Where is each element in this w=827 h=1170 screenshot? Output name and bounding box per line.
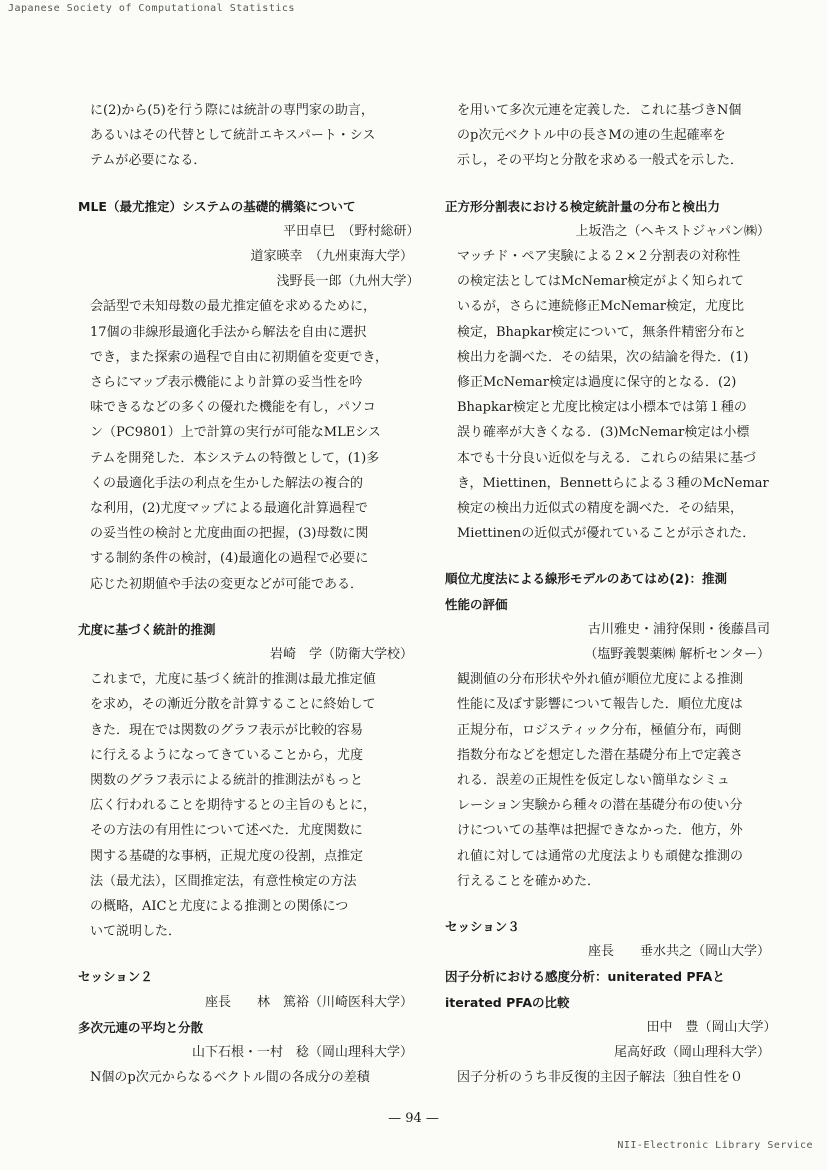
text-line: 観測値の分布形状や外れ値が順位尤度による推測 <box>457 672 744 688</box>
text-line: 本でも十分良い近似を与える．これらの結果に基づ <box>457 450 757 466</box>
text-line: 行えることを確かめた． <box>457 873 601 889</box>
text-line: Bhapkar検定と尤度比検定は小標本では第１種の <box>457 400 747 416</box>
author-line: （塩野義製薬㈱ 解析センター） <box>584 647 770 662</box>
author-line: 岩崎 学（防衛大学校） <box>269 647 413 662</box>
text-line: 会話型で未知母数の最尤推定値を求めるために， <box>90 299 377 315</box>
author-line: 山下石根・一村 稔（岡山理科大学） <box>191 1045 413 1060</box>
text-line: 検定，Bhapkar検定について，無条件精密分布と <box>457 324 747 340</box>
text-line: レーション実験から種々の潜在基礎分布の使い分 <box>457 798 743 814</box>
text-line: 性能に及ぼす影響について報告した．順位尤度は <box>457 697 743 713</box>
text-line: 修正McNemar検定は過度に保守的となる．(2) <box>457 375 737 390</box>
text-line: のp次元ベクトル中の長さMの連の生起確率を <box>457 128 726 144</box>
text-line: いて説明した． <box>90 924 182 940</box>
journal-header: Japanese Society of Computational Statistics <box>8 3 295 14</box>
text-line: 法（最尤法），区間推定法，有意性検定の方法 <box>90 873 357 889</box>
text-line: 味できるなどの多くの優れた機能を有し，パソコ <box>90 400 376 416</box>
author-line: 浅野長一郎（九州大学） <box>276 274 439 290</box>
section-title: 因子分析における感度分析：uniterated PFAと <box>445 969 725 985</box>
text-line: いるが，さらに連続修正McNemar検定，尤度比 <box>457 299 744 315</box>
text-line: に行えるようになってきていることから，尤度 <box>90 747 364 763</box>
section-title: セッション２ <box>78 969 153 985</box>
text-line: 広く行われることを期待するとの主旨のもとに， <box>90 798 377 814</box>
text-line: を用いて多次元連を定義した．これに基づきN個 <box>457 103 742 118</box>
author-line: 道家暎幸 （九州東海大学） <box>250 249 413 264</box>
text-line: マッチド・ペア実験による２×２分割表の対称性 <box>457 249 741 264</box>
text-line: 因子分析のうち非反復的主因子解法〔独自性を０ <box>457 1070 744 1086</box>
text-line: 関数のグラフ表示による統計的推測法がもっと <box>90 773 364 788</box>
page-number: — 94 — <box>388 1111 439 1126</box>
library-footer: NII-Electronic Library Service <box>617 1140 813 1151</box>
text-line: くの最適化手法の利点を生かした解法の複合的 <box>90 475 364 491</box>
text-line: する制約条件の検討，(4)最適化の過程で必要に <box>90 551 369 567</box>
text-line: に(2)から(5)を行う際には統計の専門家の助言， <box>90 103 374 118</box>
text-line: その方法の有用性について述べた．尤度関数に <box>90 823 363 839</box>
text-line: N個のp次元からなるベクトル間の各成分の差積 <box>90 1070 370 1086</box>
text-line: これまで，尤度に基づく統計的推測は最尤推定値 <box>90 672 376 688</box>
author-line: 田中 豊（岡山大学） <box>646 1019 796 1035</box>
text-line: の検定法としてはMcNemar検定がよく知られて <box>457 274 744 290</box>
text-line: 応じた初期値や手法の変更などが可能である． <box>90 576 364 592</box>
text-line: 関する基礎的な事柄，正規尤度の役割，点推定 <box>90 848 364 864</box>
author-line: 尾高好政（岡山理科大学） <box>613 1045 770 1060</box>
text-line: さらにマップ表示機能により計算の妥当性を吟 <box>90 375 363 390</box>
text-line: 正規分布，ロジスティック分布，極値分布，両側 <box>457 722 742 738</box>
section-title: MLE（最尤推定）システムの基礎的構築について <box>78 198 356 214</box>
text-line: 検出力を調べた．その結果，次の結論を得た．(1) <box>457 349 749 365</box>
author-line: 古川雅史・浦狩保則・後藤昌司 <box>587 621 770 637</box>
text-line: でき，また探索の過程で自由に初期値を変更でき， <box>90 349 388 365</box>
section-title: 性能の評価 <box>445 596 508 612</box>
text-line: れ値に対しては通常の尤度法よりも頑健な推測の <box>457 848 744 864</box>
section-title: 尤度に基づく統計的推測 <box>78 621 216 637</box>
text-line: 検定の検出力近似式の精度を調べた．その結果， <box>457 501 744 516</box>
text-line: 17個の非線形最適化手法から解法を自由に選択 <box>90 324 367 340</box>
section-title: 順位尤度法による線形モデルのあてはめ(2)：推測 <box>445 571 727 587</box>
author-line: 平田卓巳 （野村総研） <box>282 223 452 239</box>
text-line: の概略，AICと尤度による推測との関係につ <box>90 899 349 914</box>
text-line: な利用，(2)尤度マップによる最適化計算過程で <box>90 501 368 516</box>
text-line: あるいはその代替として統計エキスパート・シス <box>90 128 376 144</box>
text-line: の妥当性の検討と尤度曲面の把握，(3)母数に関 <box>90 526 369 542</box>
author-line: 座長 林 篤裕（川崎医科大学） <box>204 994 413 1010</box>
text-line: テムが必要になる． <box>90 153 207 169</box>
section-title: セッション３ <box>445 919 520 934</box>
text-line: 示し，その平均と分散を求める一般式を示した． <box>457 153 744 169</box>
section-title: 多次元連の平均と分散 <box>78 1019 204 1035</box>
section-title: iterated PFAの比較 <box>445 994 570 1010</box>
author-line: 座長 垂水共之（岡山大学） <box>587 944 770 960</box>
text-line: き，Miettinen，Bennettらによる３種のMcNemar <box>457 475 769 491</box>
text-line: ン（PC9801）上で計算の実行が可能なMLEシス <box>90 425 381 441</box>
text-line: れる．誤差の正規性を仮定しない簡単なシミュ <box>457 773 730 788</box>
section-title: 正方形分割表における検定統計量の分布と検出力 <box>445 198 721 214</box>
text-line: けについての基準は把握できなかった．他方，外 <box>457 823 743 839</box>
text-line: テムを開発した．本システムの特徴として，(1)多 <box>90 450 380 466</box>
text-line: 指数分布などを想定した潜在基礎分布上で定義さ <box>457 747 744 763</box>
text-line: Miettinenの近似式が優れていることが示された． <box>457 526 756 542</box>
text-line: を求め，その漸近分散を計算することに終始して <box>90 697 376 713</box>
text-line: 誤り確率が大きくなる．(3)McNemar検定は小標 <box>457 425 750 441</box>
author-line: 上坂浩之（ヘキストジャパン㈱） <box>575 223 770 239</box>
text-line: きた．現在では関数のグラフ表示が比較的容易 <box>90 722 364 738</box>
